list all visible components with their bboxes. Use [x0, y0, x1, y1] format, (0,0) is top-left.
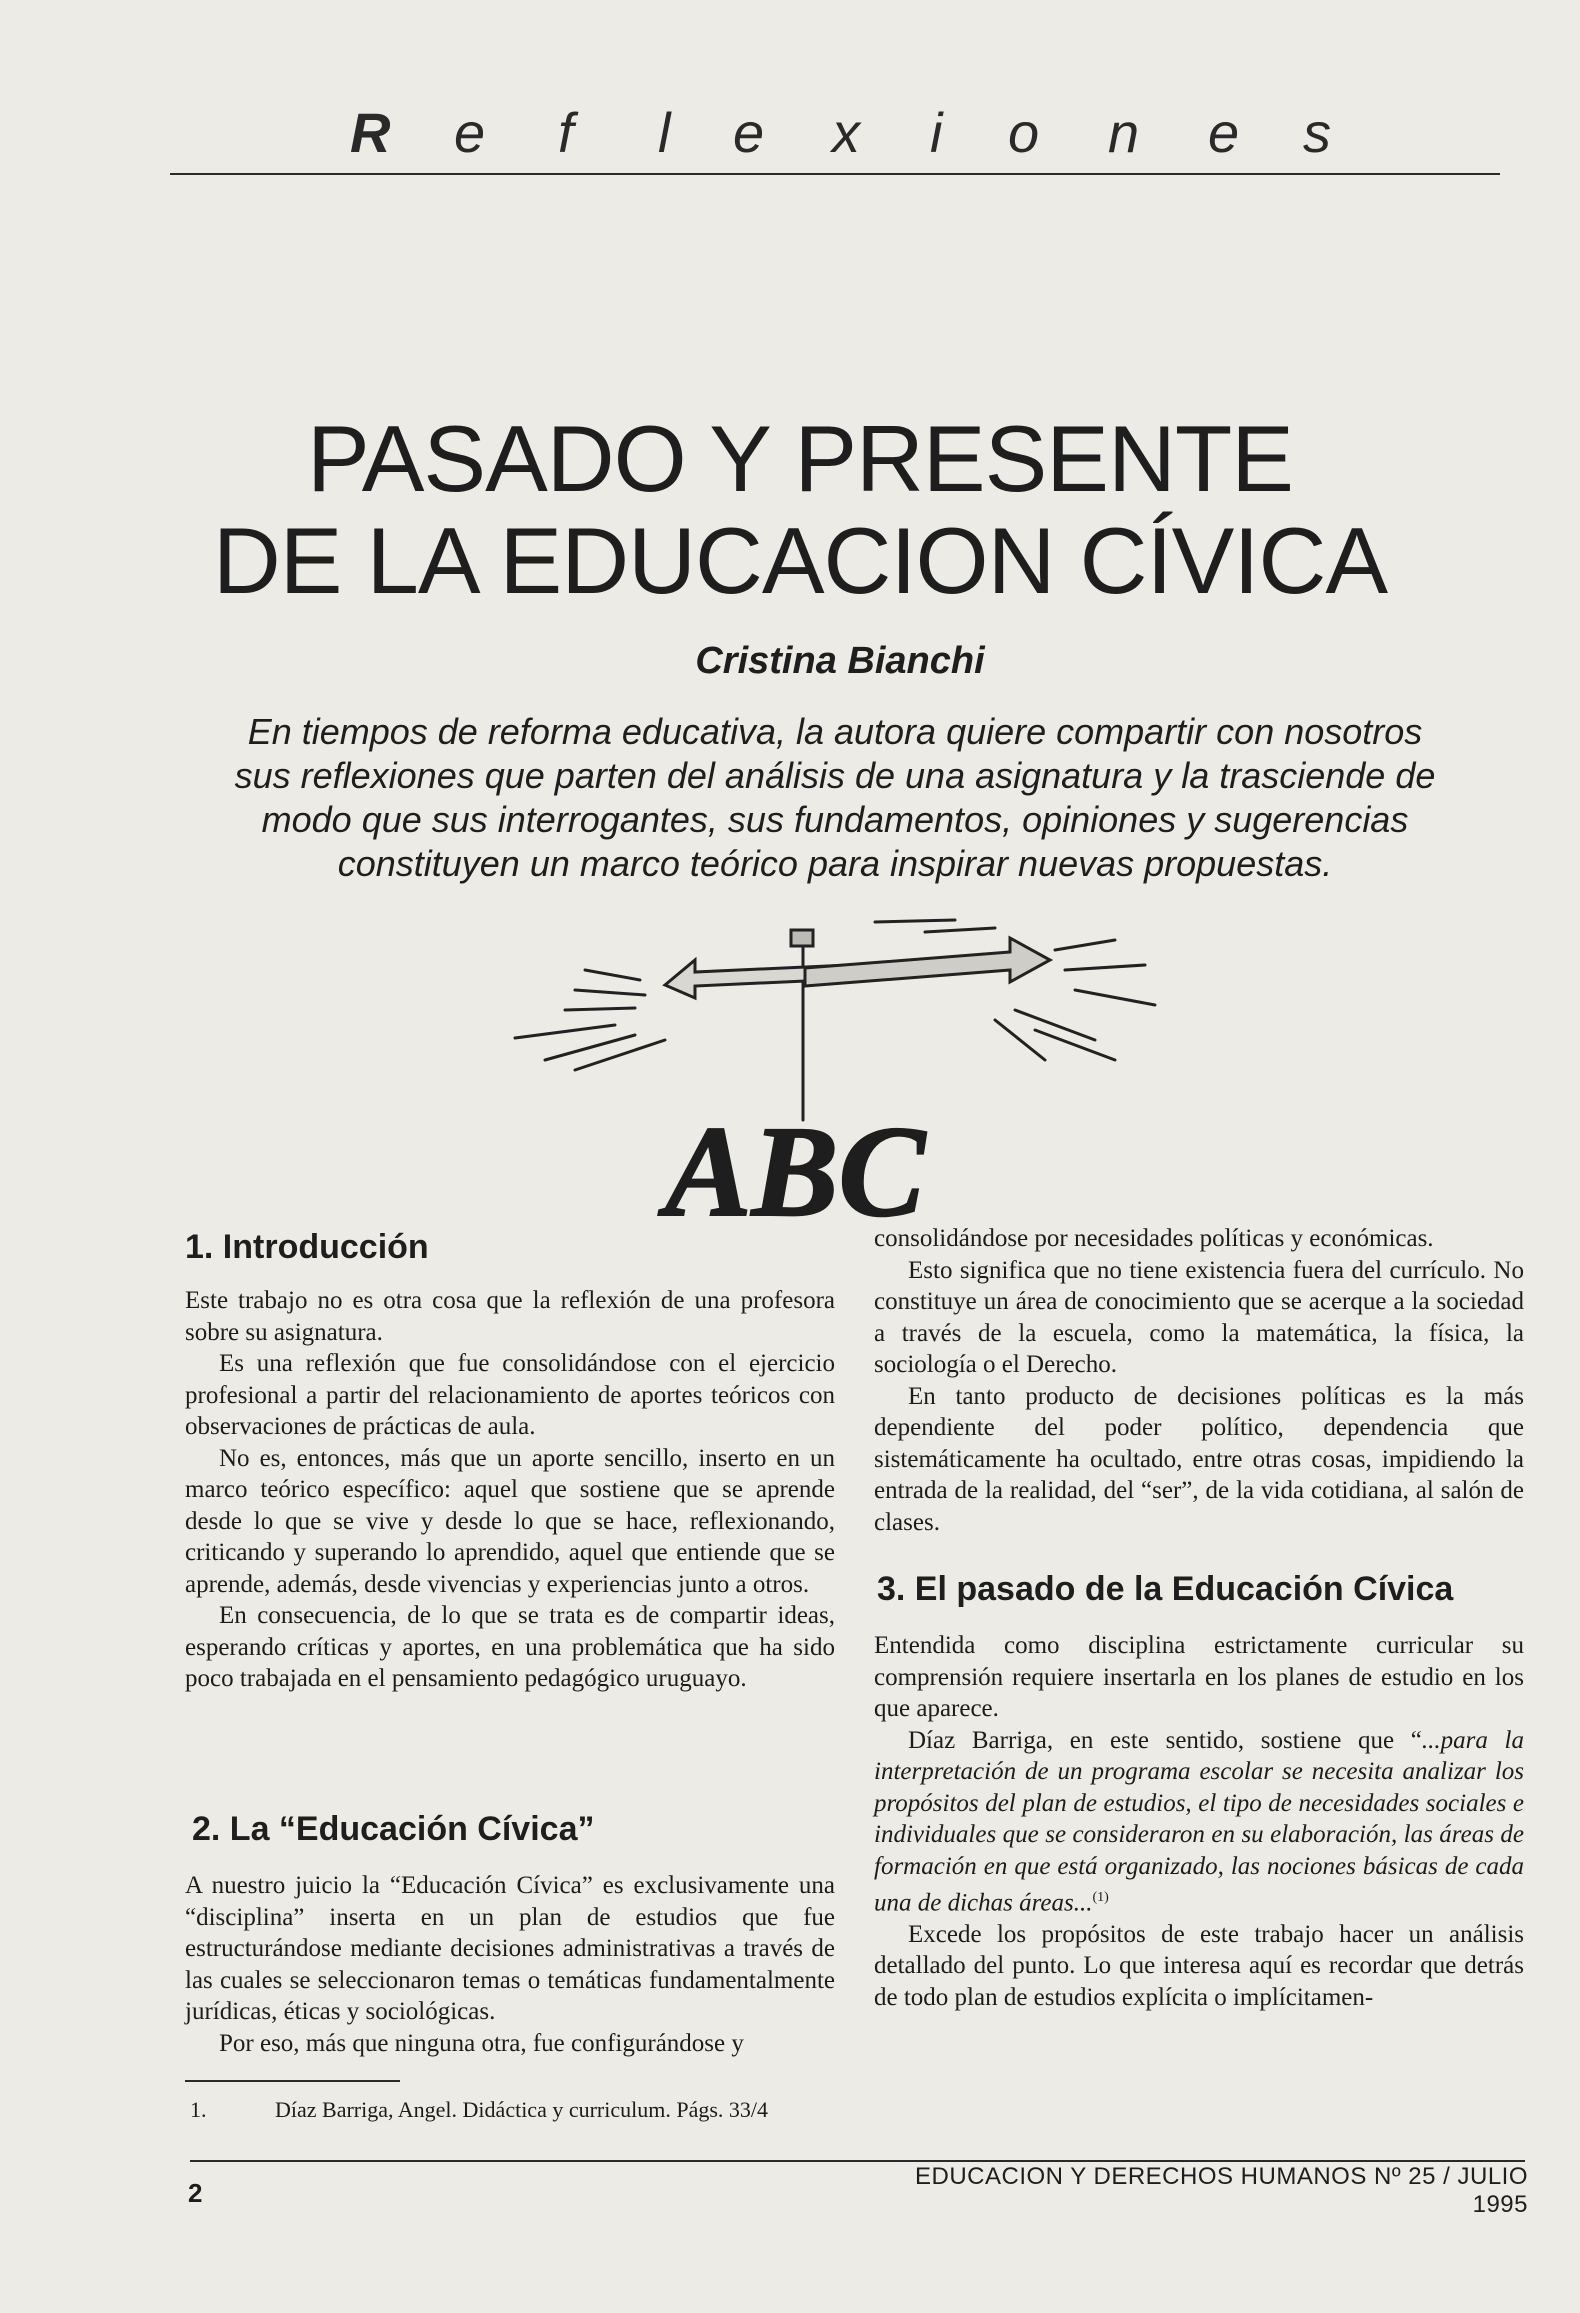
- paragraph: Por eso, más que ninguna otra, fue configurándose y: [219, 2029, 744, 2057]
- lead-line: sus reflexiones que parten del análisis de una asignatura y la trasciende de: [234, 755, 1436, 796]
- lead-line: En tiempos de reforma educativa, la autora quiere compartir con nosotros: [247, 711, 1423, 752]
- section-letter: l: [658, 101, 671, 164]
- column-right-pasado: [874, 1630, 1524, 2013]
- page-number: 2: [188, 2178, 203, 2208]
- footer-rule: [190, 2160, 1525, 2162]
- heading-pasado: 3. El pasado de la Educación Cívica: [877, 1570, 1454, 1608]
- header-rule: [170, 173, 1500, 175]
- paragraph: A nuestro juicio la “Educación Cívica” es exclusivamente una “disciplina” inserta en un plan de estudios que fue estructurándose mediante decisiones administrativas a través de las cuales se seleccionaron temas o temáticas fundamentalmente jurídicas, éticas y sociológicas.: [185, 1872, 835, 2025]
- section-letter: e: [454, 101, 486, 164]
- title-line-2: DE LA EDUCACION CÍVICA: [212, 508, 1388, 613]
- section-letter: o: [1008, 101, 1040, 164]
- quote-intro: Díaz Barriga, en este sentido, sostiene que “: [908, 1726, 1422, 1754]
- section-letter: e: [1208, 101, 1240, 164]
- footer-publication: EDUCACION Y DERECHOS HUMANOS Nº 25 / JULIO 1995: [915, 2163, 1528, 2218]
- abc-letters: ABC: [665, 1100, 926, 1240]
- paragraph: Es una reflexión que fue consolidándose con el ejercicio profesional a partir del relacionamiento de aportes teóricos con observaciones de prácticas de aula.: [185, 1350, 835, 1440]
- column-right: [874, 1223, 1524, 1538]
- paragraph: No es, entonces, más que un aporte sencillo, inserto en un marco teórico específico: aquel que sostiene que se aprende desde lo que se vive y desde lo que se hace, reflexionando, criticando y superando lo aprendido, aquel que entiende que se aprende, además, desde vivencias y experiencias junto a otros.: [185, 1444, 835, 1598]
- lead-line: constituyen un marco teórico para inspirar nuevas propuestas.: [337, 843, 1333, 884]
- article-author: Cristina Bianchi: [695, 640, 985, 682]
- paragraph: En consecuencia, de lo que se trata es de compartir ideas, esperando críticas y aportes, en una problemática que ha sido poco trabajada en el pensamiento pedagógico uruguayo.: [185, 1602, 835, 1692]
- section-letter: i: [930, 101, 943, 164]
- section-letter: R: [350, 101, 391, 164]
- footnote-ref: (1): [1092, 1890, 1109, 1905]
- column-left-civica: [185, 1870, 835, 2059]
- heading-educacion-civica: 2. La “Educación Cívica”: [192, 1810, 595, 1848]
- title-line-1: PASADO Y PRESENTE: [306, 406, 1294, 511]
- right-arrow-sign: [805, 938, 1050, 986]
- paragraph-quote: [874, 1725, 1524, 1919]
- section-letter: s: [1303, 101, 1331, 164]
- paragraph: Entendida como disciplina estrictamente curricular su comprensión requiere insertarla en los planes de estudio en los que aparece.: [874, 1632, 1524, 1722]
- section-letter: x: [832, 101, 860, 164]
- article-title: [160, 408, 1440, 612]
- paragraph: consolidándose por necesidades políticas y económicas.: [874, 1225, 1434, 1252]
- quote-text: ...para la interpretación de un programa escolar se necesita analizar los propósitos del plan de estudios, el tipo de necesidades sociales e individuales que se consideraron en su elaboración, las áreas de formación en que está organizado, las nociones básicas de cada una de dichas áreas...: [874, 1726, 1524, 1917]
- lead-line: modo que sus interrogantes, sus fundamentos, opiniones y sugerencias: [261, 799, 1409, 840]
- section-letter: n: [1108, 101, 1140, 164]
- footnote-number: 1.: [190, 2097, 207, 2122]
- footnote: [190, 2097, 890, 2123]
- footnote-rule: [185, 2080, 400, 2082]
- paragraph: En tanto producto de decisiones políticas es la más dependiente del poder político, dependencia que sistemáticamente ha ocultado, entre otras cosas, impidiendo la entrada de la realidad, del “ser”, de la vida cotidiana, al salón de clases.: [874, 1382, 1524, 1536]
- signpost-illustration: [455, 890, 1175, 1240]
- article-lead: [185, 710, 1485, 886]
- heading-introduccion: 1. Introducción: [185, 1228, 429, 1266]
- footnote-text: Díaz Barriga, Angel. Didáctica y curriculum. Págs. 33/4: [275, 2097, 769, 2122]
- paragraph: Esto significa que no tiene existencia fuera del currículo. No constituye un área de conocimiento que se acerque a la sociedad a través de la escuela, como la matemática, la física, la sociología o el Derecho.: [874, 1256, 1524, 1378]
- section-letter: f: [558, 101, 574, 164]
- paragraph: Este trabajo no es otra cosa que la reflexión de una profesora sobre su asignatura.: [185, 1287, 835, 1346]
- section-label-reflexiones: [170, 100, 1500, 164]
- paragraph: Excede los propósitos de este trabajo hacer un análisis detallado del punto. Lo que interesa aquí es recordar que detrás de todo plan de estudios explícita o implícitamen-: [874, 1920, 1524, 2011]
- column-left: [185, 1285, 835, 1695]
- section-letter: e: [733, 101, 765, 164]
